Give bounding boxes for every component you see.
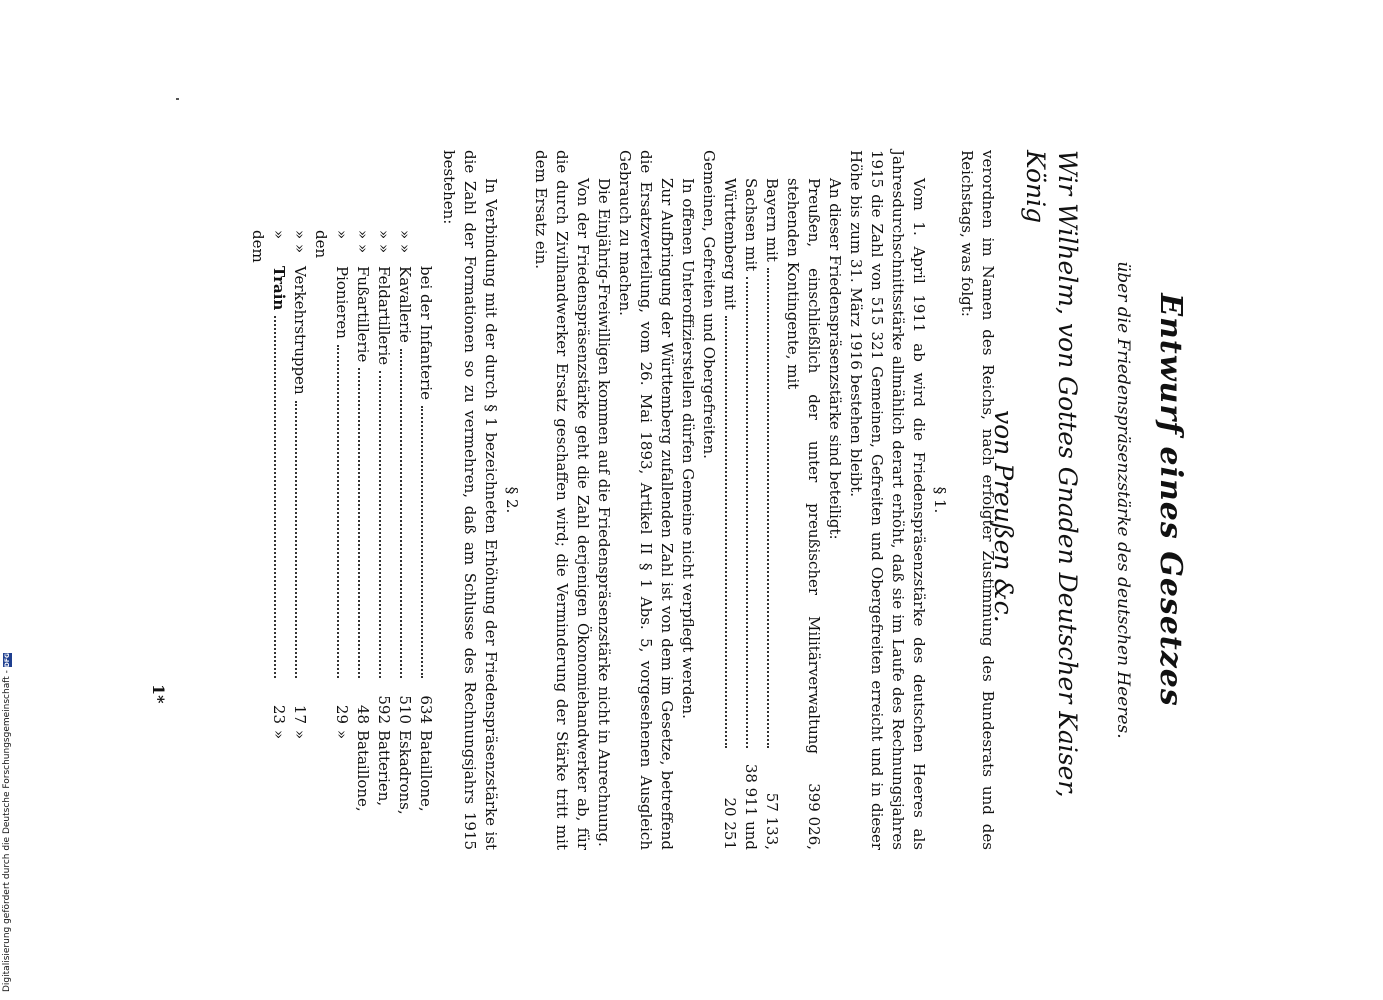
decree-heading xyxy=(987,150,1083,850)
formation-name: Pionieren xyxy=(333,266,351,339)
formation-count: 592 xyxy=(375,695,393,724)
footer-note-text: Digitalisierung gefördert durch die Deutsche Forschungsgemeinschaft - xyxy=(2,670,12,992)
formation-row xyxy=(352,150,373,850)
allocation-name: Württemberg mit xyxy=(721,178,739,310)
formation-unit: » xyxy=(270,730,288,740)
section-2-paragraph-1: In Verbindung mit der durch § 1 bezeichneten Erhöhung der Friedenspräsenzstärke ist die Zahl der Formationen so zu vermehren, daß am Schlusse des Rechnungsjahrs 1915 bestehen: xyxy=(440,150,500,850)
section-1-paragraph-2: An dieser Friedenspräsenzstärke sind beteiligt: xyxy=(826,178,844,540)
allocation-value: 20 251 xyxy=(721,797,739,850)
formation-unit: Batterien, xyxy=(375,730,393,807)
intro-paragraph: verordnen im Namen des Reichs, nach erfolgter Zustimmung des Bundesrats und des Reichstags, was folgt: xyxy=(958,150,997,850)
decree-line-1: Wir Wilhelm, von Gottes Gnaden Deutscher Kaiser, König xyxy=(1021,150,1082,798)
formation-count: 634 xyxy=(417,695,435,724)
formation-unit: Bataillone, xyxy=(354,730,372,812)
dot-leader xyxy=(767,268,769,748)
formation-count: 17 xyxy=(291,704,309,724)
dfg-logo-icon: DFG xyxy=(3,653,11,668)
dot-leader xyxy=(295,401,297,678)
section-1-heading: § 1. xyxy=(931,486,949,514)
section-1-paragraph-1: Vom 1. April 1911 ab wird die Friedenspräsenzstärke des deutschen Heeres als Jahresdurchschnittsstärke allmählich derart erhöht, daß sie im Laufe des Rechnungsjahres 1915 die Zahl von 515 321 Gemeinen, Gefreiten und Obergefreiten erreicht und in dieser Höhe bis zum 31. März 1916 bestehen bleibt. xyxy=(847,150,928,850)
dot-leader xyxy=(337,345,339,678)
allocation-row xyxy=(740,178,761,850)
section-1-paragraph-4: In offenen Unteroffizierstellen dürfen Gemeine nicht verpflegt werden. xyxy=(679,178,697,719)
formation-name: Train xyxy=(270,266,288,311)
allocation-row xyxy=(719,178,740,850)
section-1-paragraph-7: Von der Friedenspräsenzstärke geht die Zahl derjenigen Ökonomiehandwerker ab, für die durch Zivilhandwerker Ersatz geschaffen wird; die Verminderung der Stärke tritt mit dem Ersatz ein. xyxy=(532,150,592,850)
allocation-row xyxy=(782,178,824,850)
formation-unit: Bataillone, xyxy=(417,730,435,812)
formation-prefix: » » xyxy=(375,230,393,254)
section-2-heading: § 2. xyxy=(503,486,521,514)
formation-prefix: » » xyxy=(396,230,414,254)
formation-prefix: » » xyxy=(291,230,309,254)
allocation-value: 399 026, xyxy=(805,783,823,850)
formation-count: 29 xyxy=(333,704,351,724)
allocation-value: 57 133, xyxy=(763,792,781,850)
formation-prefix: » » xyxy=(354,230,372,254)
section-1-paragraph-6: Die Einjährig-Freiwilligen kommen auf die Friedenspräsenzstärke nicht in Anrechnung. xyxy=(595,178,613,847)
formation-name: Feldartillerie xyxy=(375,266,393,366)
allocation-list xyxy=(719,150,824,850)
allocation-row xyxy=(761,178,782,850)
formation-name: bei der Infanterie xyxy=(417,266,435,400)
document-title: Entwurf eines Gesetzes xyxy=(1153,293,1188,707)
formation-name: Verkehrstruppen xyxy=(291,266,309,395)
dot-leader xyxy=(725,316,727,748)
allocation-name: Preußen, einschließlich der unter preußischer Militärverwaltung stehenden Kontingente, mit xyxy=(784,178,823,754)
dot-leader xyxy=(400,349,402,678)
scan-speck xyxy=(176,98,179,100)
formation-prefix: » den xyxy=(312,230,351,259)
allocation-name: Bayern mit xyxy=(763,178,781,262)
formation-row xyxy=(289,150,310,850)
document-body xyxy=(247,150,998,850)
formation-prefix: » dem xyxy=(249,230,288,263)
dot-leader xyxy=(421,406,423,678)
section-1-paragraph-5: Zur Aufbringung der Württemberg zufallenden Zahl ist von dem im Gesetze, betreffend die Ersatzverteilung, vom 26. Mai 1893, Artikel II § 1 Abs. 5, vorgesehenen Ausgleich Gebrauch zu machen. xyxy=(616,150,676,850)
formation-row xyxy=(394,150,415,850)
allocation-name: Sachsen mit xyxy=(742,178,760,272)
document-subtitle: über die Friedenspräsenzstärke des deutschen Heeres. xyxy=(1113,261,1133,739)
dot-leader xyxy=(358,368,360,678)
formation-row xyxy=(415,150,436,850)
dot-leader xyxy=(746,277,748,748)
formation-name: Kavallerie xyxy=(396,266,414,343)
dot-leader xyxy=(274,316,276,678)
formation-unit: » xyxy=(291,730,309,740)
formation-name: Fußartillerie xyxy=(354,266,372,363)
formation-unit: » xyxy=(333,730,351,740)
formation-count: 23 xyxy=(270,704,288,724)
formation-row xyxy=(310,150,352,850)
formation-count: 510 xyxy=(396,695,414,724)
page-signature-mark: 1* xyxy=(149,684,168,704)
allocation-value: 38 911 und xyxy=(742,763,760,850)
formation-row xyxy=(247,150,289,850)
formation-unit: Eskadrons, xyxy=(396,730,414,815)
formation-row xyxy=(373,150,394,850)
dot-leader xyxy=(379,371,381,678)
formation-count: 48 xyxy=(354,704,372,724)
section-1-paragraph-3: Gemeinen, Gefreiten und Obergefreiten. xyxy=(700,150,718,459)
formation-list xyxy=(247,150,436,850)
decree-line-2: von Preußen &c. xyxy=(989,410,1018,623)
